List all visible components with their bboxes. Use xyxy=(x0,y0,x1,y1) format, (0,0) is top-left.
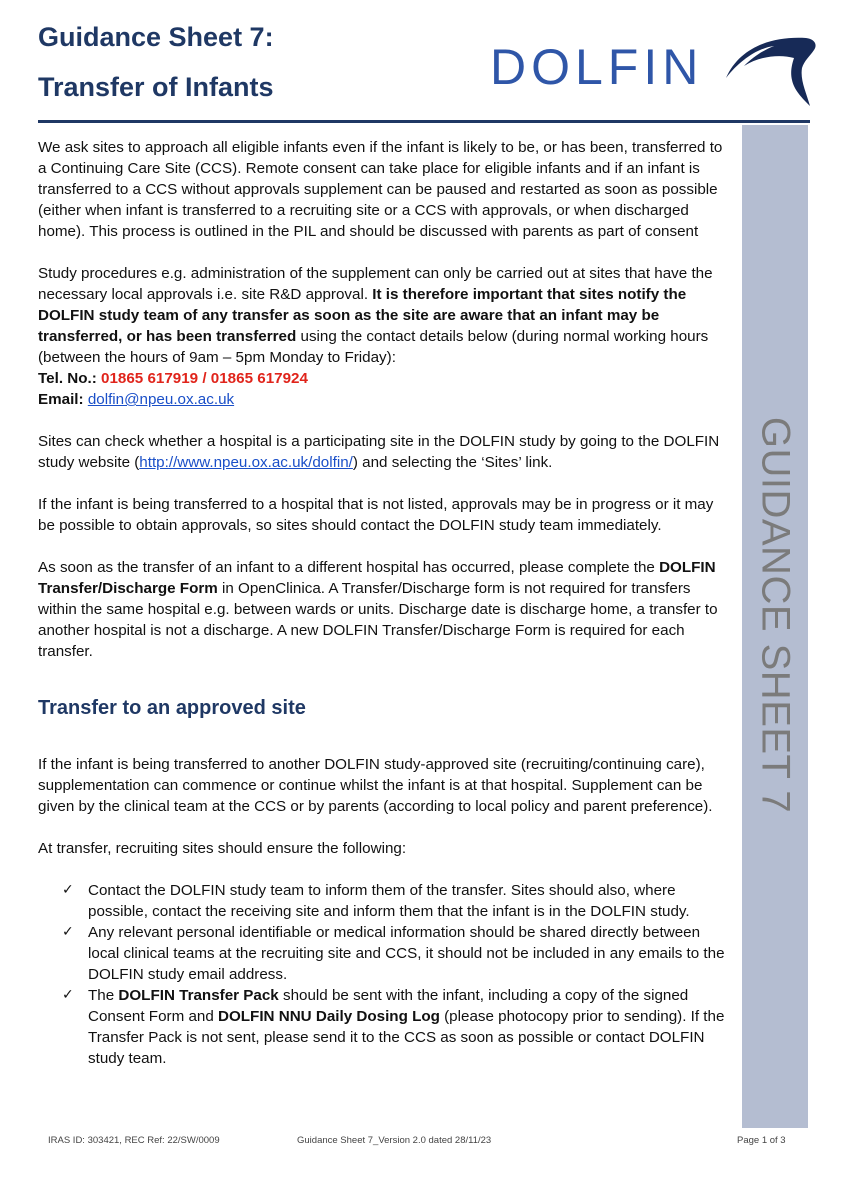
study-procedures-text: Study procedures e.g. administration of the supplement can only be carried out at sites that have the necessary local approvals i.e. site R&D approval. xyxy=(38,265,713,303)
checklist-item xyxy=(62,922,730,985)
page-title-line1: Guidance Sheet 7: xyxy=(38,22,274,52)
checklist-item-text: should be sent with the infant, including a copy of the signed Consent Form and xyxy=(88,987,689,1025)
paragraph-site-check xyxy=(38,431,730,473)
checklist xyxy=(38,880,730,1069)
footer-ids: IRAS ID: 303421, REC Ref: 22/SW/0009 xyxy=(48,1135,220,1146)
telephone-label: Tel. No.: xyxy=(38,370,101,387)
site-check-text: Sites can check whether a hospital is a participating site in the DOLFIN study by going to the DOLFIN study website ( xyxy=(38,433,720,471)
email-label: Email: xyxy=(38,391,88,408)
side-panel-label: GUIDANCE SHEET 7 xyxy=(753,416,798,814)
paragraph-unlisted-hospital: If the infant is being transferred to a hospital that is not listed, approvals may be in progress or it may be possible to obtain approvals, so sites should contact the DOLFIN study team immediately. xyxy=(38,496,714,534)
dolfin-logo xyxy=(488,28,818,118)
paragraph-study-procedures xyxy=(38,263,730,368)
contact-hours-text: using the contact details below (during normal working hours (between the hours of 9am – 5pm Monday to Friday): xyxy=(38,328,709,366)
footer-page-number: Page 1 of 3 xyxy=(737,1135,786,1146)
telephone-numbers: 01865 617919 / 01865 617924 xyxy=(101,370,308,387)
telephone-line xyxy=(38,368,730,389)
footer-version: Guidance Sheet 7_Version 2.0 dated 28/11/23 xyxy=(297,1135,492,1146)
dosing-log-name: DOLFIN NNU Daily Dosing Log xyxy=(218,1008,440,1025)
document-body xyxy=(38,137,730,1069)
section-heading-approved-site: Transfer to an approved site xyxy=(38,697,306,719)
header-rule xyxy=(38,120,810,123)
transfer-notify-emphasis: It is therefore important that sites notify the DOLFIN study team of any transfer as soon as the site are aware that an infant may be transferred, or has been transferred xyxy=(38,286,687,345)
transfer-form-details: in OpenClinica. A Transfer/Discharge form is not required for transfers within the same hospital e.g. between wards or units. Discharge date is discharge home, a transfer to another hospital is not a discharge. A new DOLFIN Transfer/Discharge Form is required for each transfer. xyxy=(38,580,718,660)
paragraph-at-transfer: At transfer, recruiting sites should ensure the following: xyxy=(38,840,407,857)
dolphin-icon xyxy=(726,38,816,106)
checklist-item-text: Any relevant personal identifiable or medical information should be shared directly between local clinical teams at the recruiting site and CCS, it should not be included in any emails to the DOLFIN study email address. xyxy=(88,924,725,983)
checkmark-icon: ✓ xyxy=(62,924,74,940)
checklist-item-text: Contact the DOLFIN study team to inform them of the transfer. Sites should also, where possible, contact the receiving site and inform them that the infant is in the DOLFIN study. xyxy=(88,882,690,920)
paragraph-approved-site: If the infant is being transferred to another DOLFIN study-approved site (recruiting/continuing care), supplementation can commence or continue whilst the infant is at that hospital. Supplement can be given by the clinical team at the CCS or by parents (according to local policy and parent preference). xyxy=(38,756,713,815)
checklist-item-text: (please photocopy prior to sending). If the Transfer Pack is not sent, please send it to the CCS as soon as possible or contact DOLFIN study team. xyxy=(88,1008,725,1067)
paragraph-transfer-form xyxy=(38,557,730,662)
transfer-form-name: DOLFIN Transfer/Discharge Form xyxy=(38,559,716,597)
transfer-form-text: As soon as the transfer of an infant to a different hospital has occurred, please complete the xyxy=(38,559,660,576)
paragraph-ccs-intro: We ask sites to approach all eligible infants even if the infant is likely to be, or has been, transferred to a Continuing Care Site (CCS). Remote consent can take place for eligible infants and if an infant is transferred to a CCS without approvals supplement can be paused and restarted as soon as possible (either when infant is transferred to a recruiting site or a CCS with approvals, or when discharged home). This process is outlined in the PIL and should be discussed with parents as part of consent xyxy=(38,139,723,240)
checkmark-icon: ✓ xyxy=(62,987,74,1003)
checkmark-icon: ✓ xyxy=(62,882,74,898)
page-title-line2: Transfer of Infants xyxy=(38,72,274,102)
site-check-text-end: ) and selecting the ‘Sites’ link. xyxy=(352,454,553,471)
website-link[interactable]: http://www.npeu.ox.ac.uk/dolfin/ xyxy=(139,454,353,471)
transfer-pack-name: DOLFIN Transfer Pack xyxy=(118,987,279,1004)
checklist-item xyxy=(62,985,730,1069)
logo-wordmark: DOLFIN xyxy=(490,39,704,95)
checklist-item-text: The xyxy=(88,987,119,1004)
email-link[interactable]: dolfin@npeu.ox.ac.uk xyxy=(87,391,235,408)
checklist-item xyxy=(62,880,730,922)
email-line xyxy=(38,389,730,410)
